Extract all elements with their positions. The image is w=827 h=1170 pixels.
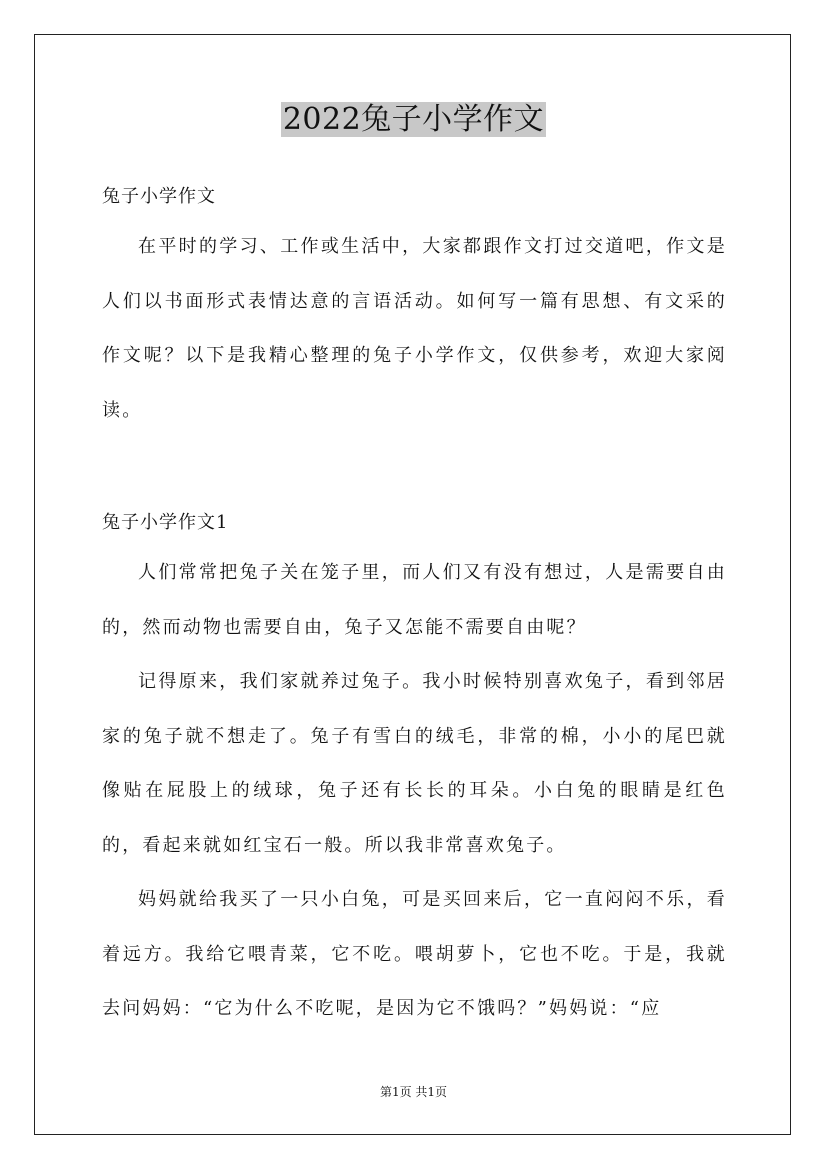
page-footer: 第1页 共1页 bbox=[379, 1085, 448, 1099]
essay1-paragraph-1: 人们常常把兔子关在笼子里，而人们又有没有想过，人是需要自由的，然而动物也需要自由，兔子又怎能不需要自由呢？ bbox=[102, 562, 727, 638]
intro-paragraph: 在平时的学习、工作或生活中，大家都跟作文打过交道吧，作文是人们以书面形式表情达意的言语活动。如何写一篇有思想、有文采的作文呢？以下是我精心整理的兔子小学作文，仅供参考，欢迎大家阅读。 bbox=[102, 236, 727, 421]
document-title: 2022兔子小学作文 bbox=[282, 102, 545, 137]
essay1-paragraph-2: 记得原来，我们家就养过兔子。我小时候特别喜欢兔子，看到邻居家的兔子就不想走了。兔子有雪白的绒毛，非常的棉，小小的尾巴就像贴在屁股上的绒球，兔子还有长长的耳朵。小白兔的眼睛是红色的，看起来就如红宝石一般。所以我非常喜欢兔子。 bbox=[102, 671, 727, 856]
document-title-container bbox=[0, 100, 827, 140]
essay1-paragraph-3: 妈妈就给我买了一只小白兔，可是买回来后，它一直闷闷不乐，看着远方。我给它喂青菜，它不吃。喂胡萝卜，它也不吃。于是，我就去问妈妈：“它为什么不吃呢，是因为它不饿吗？”妈妈说：“应 bbox=[102, 889, 727, 1019]
section-heading-essay-1: 兔子小学作文1 bbox=[102, 512, 229, 533]
section-heading-intro: 兔子小学作文 bbox=[102, 186, 216, 207]
